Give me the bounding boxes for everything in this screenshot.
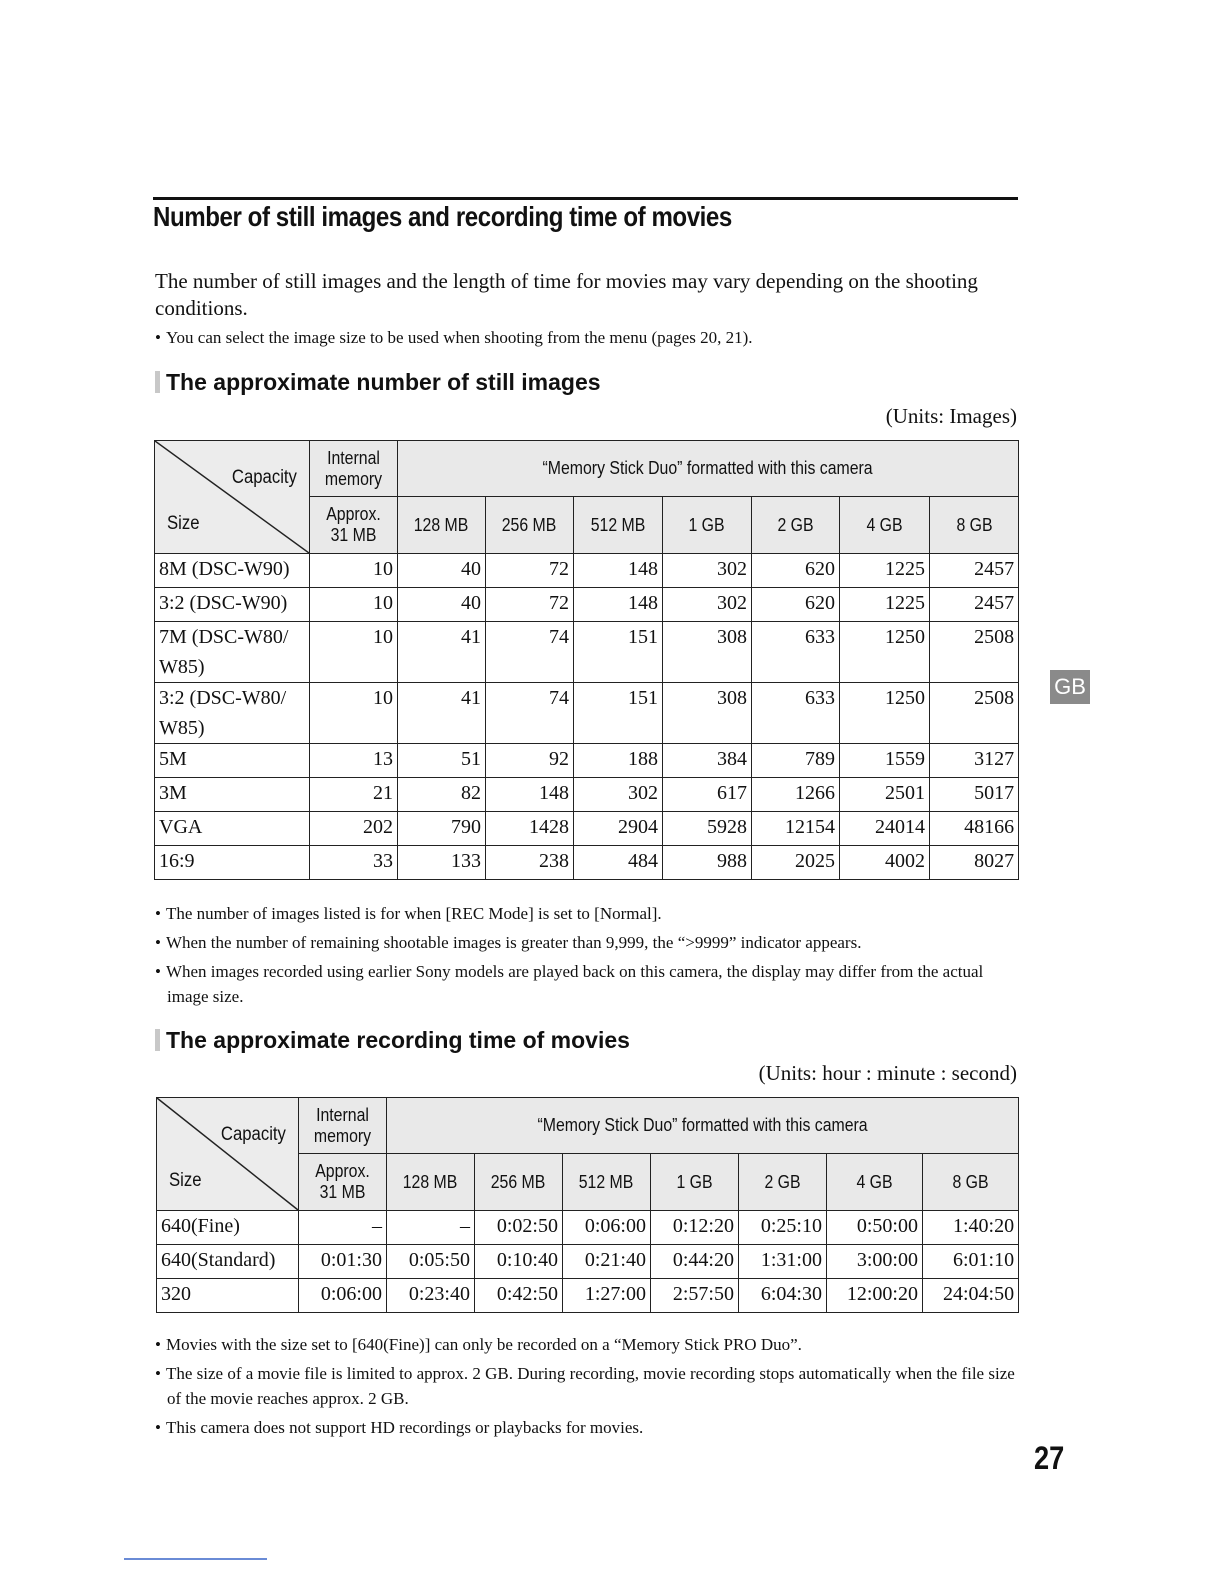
movies-heading-text: The approximate recording time of movies xyxy=(166,1027,630,1053)
movies-units: (Units: hour : minute : second) xyxy=(758,1061,1017,1085)
memory-stick-header: “Memory Stick Duo” formatted with this camera xyxy=(387,1098,1019,1154)
value-cell: 148 xyxy=(574,588,663,622)
title-rule xyxy=(153,197,1018,200)
table-row xyxy=(157,1245,1019,1279)
still-notes xyxy=(155,901,1025,1013)
memory-stick-header: “Memory Stick Duo” formatted with this camera xyxy=(398,441,1019,497)
capacity-header: 2 GB xyxy=(752,497,840,554)
value-cell: 484 xyxy=(574,846,663,880)
intro-paragraph: The number of still images and the length of time for movies may vary depending on the shooting conditions. xyxy=(155,269,978,320)
value-cell: 92 xyxy=(486,744,574,778)
table-row xyxy=(157,1211,1019,1245)
movies-table xyxy=(156,1097,1019,1313)
corner-capacity-label: Capacity xyxy=(231,467,297,488)
value-cell: 8027 xyxy=(930,846,1019,880)
value-cell: 2904 xyxy=(574,812,663,846)
value-cell: – xyxy=(299,1211,387,1245)
table-row xyxy=(157,1279,1019,1313)
value-cell: 0:21:40 xyxy=(563,1245,651,1279)
value-cell: 2025 xyxy=(752,846,840,880)
note-text: When images recorded using earlier Sony models are played back on this camera, the display may differ from the actual image size. xyxy=(165,962,984,1006)
internal-memory-header: Internal memory xyxy=(310,441,398,497)
heading-bar xyxy=(155,1029,160,1051)
value-cell: 1250 xyxy=(840,622,930,683)
value-cell: 10 xyxy=(310,683,398,744)
footer-line xyxy=(124,1558,267,1560)
note-item xyxy=(155,1332,1025,1357)
intro-note-text: You can select the image size to be used when shooting from the menu (pages 20, 21). xyxy=(165,328,753,347)
value-cell: 0:01:30 xyxy=(299,1245,387,1279)
value-cell: 51 xyxy=(398,744,486,778)
value-cell: 0:02:50 xyxy=(475,1211,563,1245)
note-text: This camera does not support HD recordings or playbacks for movies. xyxy=(165,1418,644,1437)
size-cell: 7M (DSC-W80/ W85) xyxy=(155,622,310,683)
value-cell: 40 xyxy=(398,588,486,622)
internal-size-header: Approx. 31 MB xyxy=(310,497,398,554)
capacity-header: 4 GB xyxy=(840,497,930,554)
value-cell: 1:31:00 xyxy=(739,1245,827,1279)
value-cell: 384 xyxy=(663,744,752,778)
value-cell: 1:27:00 xyxy=(563,1279,651,1313)
note-item xyxy=(155,930,1025,955)
value-cell: 1225 xyxy=(840,554,930,588)
table-row xyxy=(155,846,1019,880)
language-tab: GB xyxy=(1050,670,1090,704)
value-cell: 74 xyxy=(486,622,574,683)
capacity-header: 256 MB xyxy=(475,1154,563,1211)
value-cell: 789 xyxy=(752,744,840,778)
bullet: • xyxy=(155,933,161,952)
value-cell: 0:42:50 xyxy=(475,1279,563,1313)
value-cell: 308 xyxy=(663,683,752,744)
table-row xyxy=(155,554,1019,588)
value-cell: 1225 xyxy=(840,588,930,622)
value-cell: 633 xyxy=(752,622,840,683)
value-cell: 0:50:00 xyxy=(827,1211,923,1245)
table-row xyxy=(155,683,1019,744)
value-cell: 633 xyxy=(752,683,840,744)
value-cell: 620 xyxy=(752,588,840,622)
value-cell: 202 xyxy=(310,812,398,846)
value-cell: 13 xyxy=(310,744,398,778)
bullet: • xyxy=(155,1418,161,1437)
value-cell: 238 xyxy=(486,846,574,880)
capacity-header: 128 MB xyxy=(387,1154,475,1211)
value-cell: 790 xyxy=(398,812,486,846)
value-cell: 4002 xyxy=(840,846,930,880)
value-cell: 0:44:20 xyxy=(651,1245,739,1279)
value-cell: 148 xyxy=(574,554,663,588)
value-cell: 72 xyxy=(486,554,574,588)
value-cell: 151 xyxy=(574,622,663,683)
note-item xyxy=(155,901,1025,926)
value-cell: 0:23:40 xyxy=(387,1279,475,1313)
value-cell: 2457 xyxy=(930,554,1019,588)
value-cell: 24:04:50 xyxy=(923,1279,1019,1313)
table-row xyxy=(155,778,1019,812)
value-cell: 1250 xyxy=(840,683,930,744)
value-cell: 5017 xyxy=(930,778,1019,812)
bullet: • xyxy=(155,1364,161,1383)
capacity-header: 8 GB xyxy=(923,1154,1019,1211)
value-cell: 21 xyxy=(310,778,398,812)
table-row xyxy=(155,622,1019,683)
heading-bar xyxy=(155,371,160,393)
value-cell: 2508 xyxy=(930,683,1019,744)
value-cell: 617 xyxy=(663,778,752,812)
page-number: 27 xyxy=(1034,1440,1065,1476)
value-cell: 151 xyxy=(574,683,663,744)
value-cell: 0:06:00 xyxy=(299,1279,387,1313)
still-images-heading xyxy=(155,369,601,396)
value-cell: 1559 xyxy=(840,744,930,778)
size-cell: 3:2 (DSC-W80/ W85) xyxy=(155,683,310,744)
size-cell: 3M xyxy=(155,778,310,812)
still-units: (Units: Images) xyxy=(885,404,1017,428)
value-cell: 72 xyxy=(486,588,574,622)
capacity-header: 256 MB xyxy=(486,497,574,554)
value-cell: 1:40:20 xyxy=(923,1211,1019,1245)
size-cell: 5M xyxy=(155,744,310,778)
value-cell: 48166 xyxy=(930,812,1019,846)
value-cell: 620 xyxy=(752,554,840,588)
value-cell: 148 xyxy=(486,778,574,812)
bullet: • xyxy=(155,904,161,923)
size-cell: VGA xyxy=(155,812,310,846)
internal-memory-header: Internal memory xyxy=(299,1098,387,1154)
value-cell: 302 xyxy=(574,778,663,812)
value-cell: 33 xyxy=(310,846,398,880)
size-cell: 320 xyxy=(157,1279,299,1313)
value-cell: 302 xyxy=(663,588,752,622)
value-cell: 2508 xyxy=(930,622,1019,683)
table-corner-cell xyxy=(157,1098,299,1211)
table-row xyxy=(155,744,1019,778)
movies-notes xyxy=(155,1332,1025,1444)
value-cell: 0:05:50 xyxy=(387,1245,475,1279)
intro-note xyxy=(155,325,1015,350)
size-cell: 640(Fine) xyxy=(157,1211,299,1245)
movies-heading xyxy=(155,1027,630,1054)
note-text: Movies with the size set to [640(Fine)] can only be recorded on a “Memory Stick PRO Duo”. xyxy=(165,1335,802,1354)
internal-size-header: Approx. 31 MB xyxy=(299,1154,387,1211)
capacity-header: 128 MB xyxy=(398,497,486,554)
capacity-header: 512 MB xyxy=(563,1154,651,1211)
capacity-header: 4 GB xyxy=(827,1154,923,1211)
value-cell: 5928 xyxy=(663,812,752,846)
value-cell: 12:00:20 xyxy=(827,1279,923,1313)
value-cell: 6:04:30 xyxy=(739,1279,827,1313)
capacity-header: 1 GB xyxy=(651,1154,739,1211)
page-title: Number of still images and recording time of movies xyxy=(153,201,732,232)
value-cell: 0:25:10 xyxy=(739,1211,827,1245)
value-cell: – xyxy=(387,1211,475,1245)
value-cell: 2501 xyxy=(840,778,930,812)
size-cell: 16:9 xyxy=(155,846,310,880)
value-cell: 82 xyxy=(398,778,486,812)
table-row xyxy=(155,812,1019,846)
bullet: • xyxy=(155,1335,161,1354)
corner-size-label: Size xyxy=(169,1170,202,1191)
note-item xyxy=(155,1361,1025,1411)
bullet: • xyxy=(155,962,161,981)
value-cell: 133 xyxy=(398,846,486,880)
note-text: When the number of remaining shootable images is greater than 9,999, the “>9999” indicator appears. xyxy=(165,933,862,952)
bullet: • xyxy=(155,328,161,347)
corner-capacity-label: Capacity xyxy=(220,1124,286,1145)
value-cell: 3127 xyxy=(930,744,1019,778)
value-cell: 3:00:00 xyxy=(827,1245,923,1279)
value-cell: 41 xyxy=(398,683,486,744)
size-cell: 3:2 (DSC-W90) xyxy=(155,588,310,622)
value-cell: 6:01:10 xyxy=(923,1245,1019,1279)
corner-diagonal xyxy=(157,1098,298,1210)
value-cell: 40 xyxy=(398,554,486,588)
value-cell: 308 xyxy=(663,622,752,683)
corner-size-label: Size xyxy=(167,513,200,534)
value-cell: 0:12:20 xyxy=(651,1211,739,1245)
capacity-header: 8 GB xyxy=(930,497,1019,554)
still-heading-text: The approximate number of still images xyxy=(166,369,601,395)
value-cell: 188 xyxy=(574,744,663,778)
value-cell: 0:06:00 xyxy=(563,1211,651,1245)
value-cell: 2457 xyxy=(930,588,1019,622)
note-item xyxy=(155,959,1025,1009)
value-cell: 74 xyxy=(486,683,574,744)
value-cell: 24014 xyxy=(840,812,930,846)
note-item xyxy=(155,1415,1025,1440)
value-cell: 1428 xyxy=(486,812,574,846)
table-corner-cell xyxy=(155,441,310,554)
capacity-header: 1 GB xyxy=(663,497,752,554)
capacity-header: 512 MB xyxy=(574,497,663,554)
still-images-table xyxy=(154,440,1019,880)
value-cell: 12154 xyxy=(752,812,840,846)
value-cell: 2:57:50 xyxy=(651,1279,739,1313)
value-cell: 302 xyxy=(663,554,752,588)
value-cell: 0:10:40 xyxy=(475,1245,563,1279)
corner-diagonal xyxy=(155,441,309,553)
value-cell: 41 xyxy=(398,622,486,683)
value-cell: 1266 xyxy=(752,778,840,812)
value-cell: 10 xyxy=(310,622,398,683)
note-text: The number of images listed is for when [REC Mode] is set to [Normal]. xyxy=(165,904,662,923)
value-cell: 10 xyxy=(310,588,398,622)
capacity-header: 2 GB xyxy=(739,1154,827,1211)
note-text: The size of a movie file is limited to approx. 2 GB. During recording, movie recording stops automatically when the file size of the movie reaches approx. 2 GB. xyxy=(165,1364,1015,1408)
value-cell: 988 xyxy=(663,846,752,880)
value-cell: 10 xyxy=(310,554,398,588)
size-cell: 8M (DSC-W90) xyxy=(155,554,310,588)
size-cell: 640(Standard) xyxy=(157,1245,299,1279)
table-row xyxy=(155,588,1019,622)
